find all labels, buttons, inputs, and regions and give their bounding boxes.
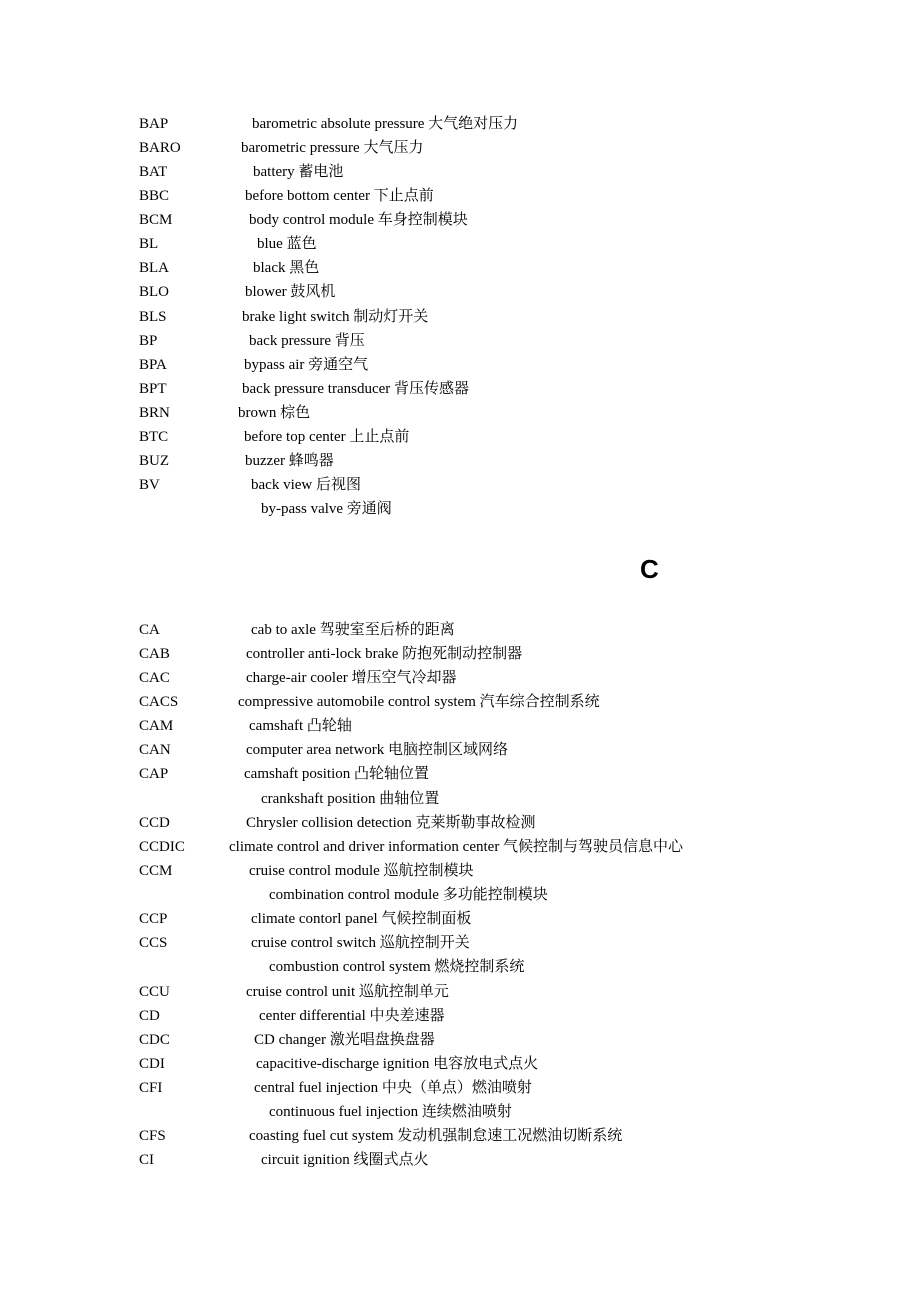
- entry-definition: before bottom center 下止点前: [245, 188, 434, 204]
- entry-abbreviation: CD: [139, 1008, 160, 1024]
- entry-abbreviation: BLS: [139, 309, 167, 325]
- entry-abbreviation: CI: [139, 1152, 154, 1168]
- entry-definition: before top center 上止点前: [244, 429, 410, 445]
- entry-abbreviation: CDC: [139, 1032, 170, 1048]
- entry-definition: by-pass valve 旁通阀: [261, 501, 392, 517]
- glossary-entry: [0, 136, 920, 160]
- glossary-entry: [0, 1052, 920, 1076]
- entry-definition: cab to axle 驾驶室至后桥的距离: [251, 622, 455, 638]
- entry-abbreviation: CDI: [139, 1056, 165, 1072]
- glossary-entry: [0, 208, 920, 232]
- glossary-entry: [0, 762, 920, 786]
- entry-definition: blower 鼓风机: [245, 284, 336, 300]
- glossary-entry: [0, 1124, 920, 1148]
- entry-definition: center differential 中央差速器: [259, 1008, 445, 1024]
- entry-abbreviation: CCD: [139, 815, 170, 831]
- entry-definition: combustion control system 燃烧控制系统: [269, 959, 525, 975]
- entry-definition: central fuel injection 中央（单点）燃油喷射: [254, 1080, 532, 1096]
- glossary-entry: [0, 642, 920, 666]
- glossary-entry: [0, 690, 920, 714]
- glossary-entry: [0, 859, 920, 883]
- entry-abbreviation: CAC: [139, 670, 170, 686]
- glossary-entry: [0, 980, 920, 1004]
- entry-definition: computer area network 电脑控制区域网络: [246, 742, 509, 758]
- entry-definition: cruise control switch 巡航控制开关: [251, 935, 470, 951]
- entry-abbreviation: BP: [139, 333, 158, 349]
- glossary-entry: [0, 1100, 920, 1124]
- glossary-entry: [0, 1004, 920, 1028]
- section-letter-heading: C: [640, 554, 659, 584]
- entry-definition: buzzer 蜂鸣器: [245, 453, 334, 469]
- entry-definition: continuous fuel injection 连续燃油喷射: [269, 1104, 512, 1120]
- glossary-entry: [0, 955, 920, 979]
- entry-definition: battery 蓄电池: [253, 164, 344, 180]
- glossary-entry: [0, 714, 920, 738]
- entry-definition: controller anti-lock brake 防抱死制动控制器: [246, 646, 523, 662]
- glossary-entry: [0, 1028, 920, 1052]
- entry-definition: climate contorl panel 气候控制面板: [251, 911, 472, 927]
- entry-abbreviation: CAP: [139, 766, 169, 782]
- glossary-entry: [0, 1148, 920, 1172]
- entry-abbreviation: CFS: [139, 1128, 166, 1144]
- entry-definition: bypass air 旁通空气: [244, 357, 369, 373]
- entry-abbreviation: CCDIC: [139, 839, 185, 855]
- entry-abbreviation: BAT: [139, 164, 168, 180]
- entry-definition: CD changer 激光唱盘换盘器: [254, 1032, 435, 1048]
- entry-abbreviation: BV: [139, 477, 160, 493]
- glossary-entry: [0, 738, 920, 762]
- entry-abbreviation: BAP: [139, 116, 169, 132]
- entry-abbreviation: BUZ: [139, 453, 169, 469]
- entry-definition: cruise control module 巡航控制模块: [249, 863, 474, 879]
- entry-definition: combination control module 多功能控制模块: [269, 887, 548, 903]
- glossary-entry: [0, 305, 920, 329]
- entry-definition: climate control and driver information center 气候控制与驾驶员信息中心: [229, 839, 684, 855]
- entry-abbreviation: CCP: [139, 911, 168, 927]
- glossary-entry: [0, 353, 920, 377]
- glossary-entry: [0, 883, 920, 907]
- entry-abbreviation: BTC: [139, 429, 169, 445]
- entry-definition: brake light switch 制动灯开关: [242, 309, 429, 325]
- glossary-entry: [0, 184, 920, 208]
- glossary-entry: [0, 666, 920, 690]
- entry-definition: back pressure 背压: [249, 333, 365, 349]
- entry-abbreviation: CAN: [139, 742, 171, 758]
- entry-abbreviation: BCM: [139, 212, 173, 228]
- glossary-entry: [0, 160, 920, 184]
- glossary-entry: [0, 425, 920, 449]
- entry-definition: compressive automobile control system 汽车综合控制系统: [238, 694, 600, 710]
- entry-abbreviation: CAB: [139, 646, 170, 662]
- entry-abbreviation: BL: [139, 236, 159, 252]
- entry-definition: coasting fuel cut system 发动机强制怠速工况燃油切断系统: [249, 1128, 623, 1144]
- glossary-entry: [0, 377, 920, 401]
- glossary-entry: [0, 931, 920, 955]
- entry-definition: blue 蓝色: [257, 236, 317, 252]
- glossary-entry: [0, 280, 920, 304]
- glossary-entry: [0, 618, 920, 642]
- entry-definition: back pressure transducer 背压传感器: [242, 381, 470, 397]
- entry-definition: capacitive-discharge ignition 电容放电式点火: [256, 1056, 539, 1072]
- glossary-entry: [0, 787, 920, 811]
- glossary-entry: [0, 449, 920, 473]
- glossary-entry: [0, 329, 920, 353]
- entry-abbreviation: CCM: [139, 863, 173, 879]
- entry-definition: back view 后视图: [251, 477, 361, 493]
- entry-definition: camshaft position 凸轮轴位置: [244, 766, 429, 782]
- entry-abbreviation: CCU: [139, 984, 170, 1000]
- entry-definition: camshaft 凸轮轴: [249, 718, 352, 734]
- entry-abbreviation: BARO: [139, 140, 181, 156]
- entry-abbreviation: CACS: [139, 694, 179, 710]
- entry-definition: barometric pressure 大气压力: [241, 140, 424, 156]
- entry-definition: circuit ignition 线圈式点火: [261, 1152, 429, 1168]
- entry-abbreviation: CAM: [139, 718, 174, 734]
- entry-abbreviation: CA: [139, 622, 160, 638]
- glossary-entry: [0, 112, 920, 136]
- glossary-entry: [0, 256, 920, 280]
- glossary-entry: [0, 401, 920, 425]
- entry-abbreviation: CCS: [139, 935, 168, 951]
- glossary-entry: [0, 1076, 920, 1100]
- glossary-entry: [0, 497, 920, 521]
- entry-definition: crankshaft position 曲轴位置: [261, 791, 440, 807]
- glossary-entry: [0, 811, 920, 835]
- entry-abbreviation: CFI: [139, 1080, 163, 1096]
- glossary-entry: [0, 835, 920, 859]
- entry-definition: cruise control unit 巡航控制单元: [246, 984, 449, 1000]
- entry-abbreviation: BLO: [139, 284, 169, 300]
- glossary-entry: [0, 232, 920, 256]
- entry-abbreviation: BPT: [139, 381, 167, 397]
- entry-abbreviation: BBC: [139, 188, 170, 204]
- entry-abbreviation: BRN: [139, 405, 170, 421]
- entry-definition: brown 棕色: [238, 405, 311, 421]
- entry-abbreviation: BPA: [139, 357, 167, 373]
- glossary-entry: [0, 907, 920, 931]
- entry-definition: black 黑色: [253, 260, 320, 276]
- entry-definition: body control module 车身控制模块: [249, 212, 468, 228]
- entry-definition: Chrysler collision detection 克莱斯勒事故检测: [246, 815, 536, 831]
- entry-definition: barometric absolute pressure 大气绝对压力: [252, 116, 519, 132]
- glossary-entry: [0, 473, 920, 497]
- entry-definition: charge-air cooler 增压空气冷却器: [246, 670, 457, 686]
- entry-abbreviation: BLA: [139, 260, 169, 276]
